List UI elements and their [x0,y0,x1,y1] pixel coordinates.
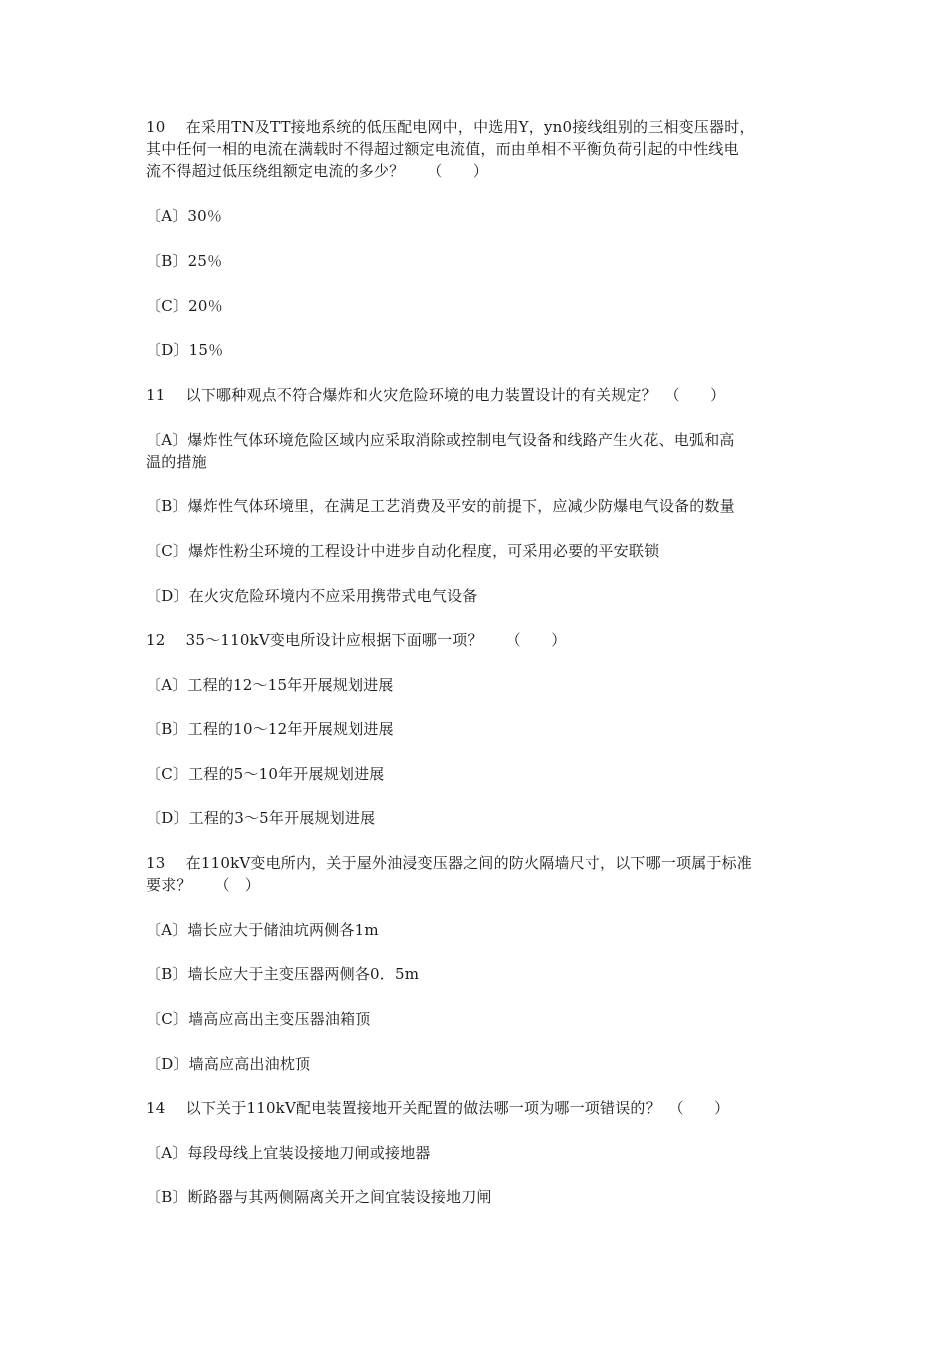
question-10-option-b: 〔B〕25％ [146,252,223,270]
question-11-option-d: 〔D〕在火灾危险环境内不应采用携带式电气设备 [146,587,478,605]
question-10-option-a: 〔A〕30％ [146,207,223,225]
question-14-option-b: 〔B〕断路器与其两侧隔离关开之间宜装设接地刀闸 [146,1188,492,1206]
question-13-stem-line-2: 要求？ （ ） [146,876,261,894]
question-14-stem: 14 以下关于110kV配电装置接地开关配置的做法哪一项为哪一项错误的？ （ ） [146,1099,730,1117]
question-12-stem: 12 35～110kV变电所设计应根据下面哪一项？ （ ） [146,631,567,649]
question-12-option-b: 〔B〕工程的10～12年开展规划进展 [146,720,394,738]
question-13-option-c: 〔C〕墙高应高出主变压器油箱顶 [146,1010,371,1028]
question-10-option-c: 〔C〕20％ [146,297,223,315]
question-12-option-a: 〔A〕工程的12～15年开展规划进展 [146,676,394,694]
question-10-stem-line-1: 10 在采用TN及TT接地系统的低压配电网中，中选用Y，yn0接线组别的三相变压器时， [146,118,755,136]
question-11-option-a-line-2: 温的措施 [146,453,207,471]
question-10-option-d: 〔D〕15％ [146,341,224,359]
question-10-stem-line-2: 其中任何一相的电流在满载时不得超过额定电流值，而由单相不平衡负荷引起的中性线电 [146,140,739,158]
question-13-stem-line-1: 13 在110kV变电所内，关于屋外油浸变压器之间的防火隔墙尺寸，以下哪一项属于标准 [146,854,753,872]
question-13-option-a: 〔A〕墙长应大于储油坑两侧各1m [146,921,379,939]
question-12-option-c: 〔C〕工程的5～10年开展规划进展 [146,765,385,783]
question-13-option-d: 〔D〕墙高应高出油枕顶 [146,1055,311,1073]
question-14-option-a: 〔A〕每段母线上宜装设接地刀闸或接地器 [146,1144,431,1162]
question-11-option-a-line-1: 〔A〕爆炸性气体环境危险区域内应采取消除或控制电气设备和线路产生火花、电弧和高 [146,431,735,449]
question-13-option-b: 〔B〕墙长应大于主变压器两侧各0．5m [146,965,420,983]
question-11-option-b: 〔B〕爆炸性气体环境里，在满足工艺消费及平安的前提下，应减少防爆电气设备的数量 [146,497,735,515]
question-11-stem: 11 以下哪种观点不符合爆炸和火灾危险环境的电力装置设计的有关规定？ （ ） [146,386,726,404]
question-10-stem-line-3: 流不得超过低压绕组额定电流的多少？ （ ） [146,162,489,180]
question-11-option-c: 〔C〕爆炸性粉尘环境的工程设计中进步自动化程度，可采用必要的平安联锁 [146,542,660,560]
question-12-option-d: 〔D〕工程的3～5年开展规划进展 [146,809,376,827]
